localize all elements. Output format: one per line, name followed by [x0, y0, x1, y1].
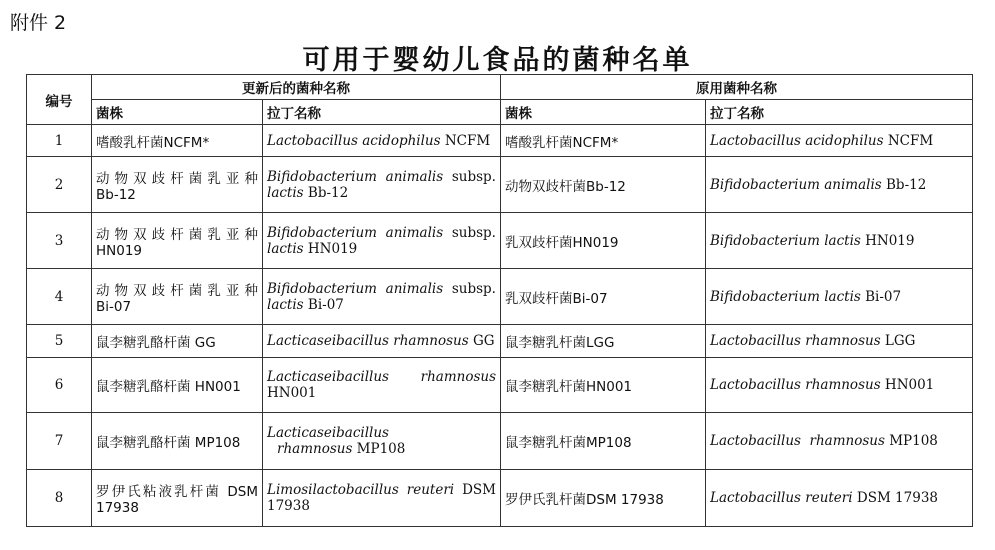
row-number: 4 — [27, 269, 92, 325]
latin-italic: Lacticaseibacillus rhamnosus — [267, 333, 469, 349]
document-title: 可用于婴幼儿食品的菌种名单 — [302, 45, 693, 76]
latin-italic: lactis — [267, 240, 304, 257]
old-latin-cell — [706, 157, 973, 213]
row-number: 7 — [27, 413, 92, 470]
latin-line-2 — [267, 185, 496, 201]
latin-line-1 — [267, 169, 496, 185]
old-latin-cell — [706, 213, 973, 269]
latin-subsp: subsp. — [451, 168, 496, 185]
old-latin-cell — [706, 269, 973, 325]
header-number: 编号 — [27, 75, 92, 125]
new-latin-cell — [263, 470, 501, 527]
old-strain-cell: 嗜酸乳杆菌NCFM* — [501, 125, 706, 157]
latin-line-1 — [267, 482, 496, 498]
latin-strain: NCFM — [440, 132, 491, 149]
latin-strain: HN019 — [860, 232, 915, 249]
row-number: 8 — [27, 470, 92, 527]
header-old-latin: 拉丁名称 — [706, 100, 973, 125]
latin-italic: Lactobacillus reuteri — [710, 490, 853, 506]
new-latin-cell — [263, 213, 501, 269]
old-strain-cell: 动物双歧杆菌Bb-12 — [501, 157, 706, 213]
latin-genus: Bifidobacterium — [267, 224, 377, 241]
new-strain-cell: 嗜酸乳杆菌NCFM* — [92, 125, 263, 157]
latin-strain: HN019 — [303, 240, 358, 257]
new-strain-cell: 鼠李糖乳酪杆菌 MP108 — [92, 413, 263, 470]
latin-subsp: subsp. — [451, 280, 496, 297]
strain-line-2: 17938 — [96, 500, 139, 516]
new-latin-cell — [263, 325, 501, 358]
latin-genus: Lacticaseibacillus — [267, 369, 389, 385]
latin-line-1 — [267, 281, 496, 297]
latin-strain: MP108 — [884, 433, 938, 449]
old-strain-cell: 乳双歧杆菌Bi-07 — [501, 269, 706, 325]
latin-line-1 — [267, 369, 496, 385]
latin-line-2: HN001 — [267, 385, 317, 401]
new-strain-cell — [92, 470, 263, 527]
latin-line-2 — [267, 297, 496, 313]
strain-line-2: Bb-12 — [96, 186, 136, 203]
latin-italic: Lactobacillus acidophilus — [710, 132, 884, 149]
new-strain-cell: 鼠李糖乳酪杆菌 GG — [92, 325, 263, 358]
latin-strain: MP108 — [352, 441, 406, 457]
strain-line-1: 罗伊氏粘液乳杆菌 DSM — [96, 484, 258, 500]
header-old-strain: 菌株 — [501, 100, 706, 125]
new-strain-cell — [92, 157, 263, 213]
latin-species: animalis — [385, 224, 444, 241]
latin-strain: Bi-07 — [860, 288, 902, 305]
new-latin-cell — [263, 413, 501, 470]
header-group-original: 原用菌种名称 — [501, 75, 973, 100]
old-strain-cell: 鼠李糖乳杆菌MP108 — [501, 413, 706, 470]
attachment-label: 附件 2 — [10, 12, 67, 34]
latin-strain-prefix: DSM — [462, 482, 496, 498]
latin-italic: lactis — [267, 296, 304, 313]
latin-species: animalis — [385, 280, 444, 297]
row-number: 3 — [27, 213, 92, 269]
latin-genus: Limosilactobacillus — [267, 482, 399, 498]
strain-line-2: Bi-07 — [96, 298, 132, 315]
latin-subsp: subsp. — [451, 224, 496, 241]
latin-species: animalis — [385, 168, 444, 185]
latin-strain: DSM 17938 — [852, 490, 939, 506]
old-latin-cell — [706, 413, 973, 470]
table-row — [27, 213, 973, 269]
latin-genus: Bifidobacterium — [267, 280, 377, 297]
new-latin-cell — [263, 125, 501, 157]
latin-italic: Lactobacillus rhamnosus — [710, 333, 881, 349]
table-row — [27, 125, 973, 157]
table-row — [27, 157, 973, 213]
old-latin-cell — [706, 358, 973, 413]
latin-line-2: 17938 — [267, 498, 310, 514]
latin-line-1 — [267, 225, 496, 241]
latin-italic: Bifidobacterium animalis — [710, 176, 882, 193]
old-latin-cell — [706, 125, 973, 157]
row-number: 1 — [27, 125, 92, 157]
latin-line-2 — [267, 441, 496, 457]
row-number: 5 — [27, 325, 92, 358]
old-strain-cell: 鼠李糖乳杆菌HN001 — [501, 358, 706, 413]
table-row — [27, 269, 973, 325]
old-latin-cell — [706, 325, 973, 358]
strain-table — [26, 74, 973, 527]
table-header-row — [27, 75, 973, 100]
row-number: 2 — [27, 157, 92, 213]
latin-italic: Lactobacillus acidophilus — [267, 132, 441, 149]
old-latin-cell — [706, 470, 973, 527]
new-latin-cell — [263, 157, 501, 213]
latin-genus: Bifidobacterium — [267, 168, 377, 185]
latin-italic: rhamnosus — [277, 441, 353, 457]
latin-strain: Bb-12 — [881, 176, 927, 193]
old-strain-cell: 鼠李糖乳杆菌LGG — [501, 325, 706, 358]
header-new-strain: 菌株 — [92, 100, 263, 125]
new-strain-cell — [92, 269, 263, 325]
latin-italic: Bifidobacterium lactis — [710, 232, 861, 249]
new-latin-cell — [263, 269, 501, 325]
latin-strain: Bb-12 — [303, 184, 349, 201]
new-latin-cell — [263, 358, 501, 413]
table-subheader-row — [27, 100, 973, 125]
table-row — [27, 413, 973, 470]
latin-italic: lactis — [267, 184, 304, 201]
strain-line-1: 动物双歧杆菌乳亚种 — [96, 170, 258, 187]
header-group-updated: 更新后的菌种名称 — [92, 75, 501, 100]
strain-line-1: 动物双歧杆菌乳亚种 — [96, 226, 258, 243]
table-row — [27, 325, 973, 358]
table-row — [27, 358, 973, 413]
latin-line-1: Lacticaseibacillus — [267, 425, 389, 441]
latin-strain: LGG — [880, 333, 916, 349]
new-strain-cell — [92, 213, 263, 269]
new-strain-cell: 鼠李糖乳酪杆菌 HN001 — [92, 358, 263, 413]
latin-species: rhamnosus — [420, 369, 496, 385]
strain-line-1: 动物双歧杆菌乳亚种 — [96, 282, 258, 299]
header-new-latin: 拉丁名称 — [263, 100, 501, 125]
row-number: 6 — [27, 358, 92, 413]
table-row — [27, 470, 973, 527]
latin-strain: NCFM — [883, 132, 934, 149]
latin-species: reuteri — [406, 482, 455, 498]
old-strain-cell: 乳双歧杆菌HN019 — [501, 213, 706, 269]
latin-strain: GG — [468, 333, 495, 349]
strain-line-2: HN019 — [96, 242, 143, 259]
latin-italic: Lactobacillus rhamnosus — [710, 377, 881, 393]
latin-italic: Bifidobacterium lactis — [710, 288, 861, 305]
latin-line-2 — [267, 241, 496, 257]
latin-strain: Bi-07 — [303, 296, 344, 313]
latin-italic: Lactobacillus rhamnosus — [710, 433, 885, 449]
old-strain-cell: 罗伊氏乳杆菌DSM 17938 — [501, 470, 706, 527]
latin-strain: HN001 — [880, 377, 935, 393]
